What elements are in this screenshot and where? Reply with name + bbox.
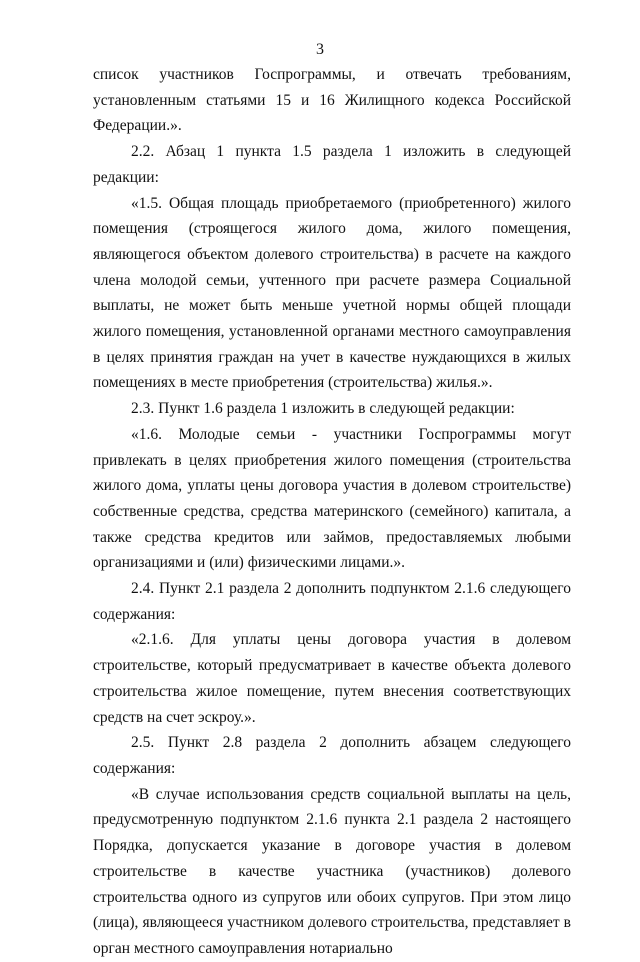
- paragraph-clause-1-5: «1.5. Общая площадь приобретаемого (приобретенного) жилого помещения (строящегося жилого дома, жилого помещения, являющегося объектом долевого строительства) в расчете на каждого члена молодой семьи, учтенного при расчете размера Социальной выплаты, не может быть меньше учетной нормы общей площади жилого помещения, установленной органами местного самоуправления в целях принятия граждан на учет в качестве нуждающихся в жилых помещениях в месте приобретения (строительства) жилья.».: [93, 194, 571, 392]
- paragraph-amendment-2-4: 2.4. Пункт 2.1 раздела 2 дополнить подпунктом 2.1.6 следующего содержания:: [93, 580, 571, 623]
- document-body: [93, 62, 571, 962]
- paragraph-clause-2-8-addition: «В случае использования средств социальной выплаты на цель, предусмотренную подпунктом 2.1.6 пункта 2.1 раздела 2 настоящего Порядка, допускается указание в договоре участия в долевом строительстве в качестве участника (участников) долевого строительства одного из супругов или обоих супругов. При этом лицо (лица), являющееся участником долевого строительства, представляет в орган местного самоуправления нотариально: [93, 785, 571, 957]
- paragraph-continuation: список участников Госпрограммы, и отвечать требованиям, установленным статьями 15 и 16 Жилищного кодекса Российской Федерации.».: [93, 66, 571, 135]
- paragraph-amendment-2-3: 2.3. Пункт 1.6 раздела 1 изложить в следующей редакции:: [131, 400, 515, 418]
- paragraph-clause-1-6: «1.6. Молодые семьи - участники Госпрограммы могут привлекать в целях приобретения жилого помещения (строительства жилого дома, уплаты цены договора участия в долевом строительстве) собственные средства, средства материнского (семейного) капитала, а также средства кредитов или займов, предоставляемых любыми организациями и (или) физическими лицами.».: [93, 425, 571, 572]
- paragraph-amendment-2-5: 2.5. Пункт 2.8 раздела 2 дополнить абзацем следующего содержания:: [93, 734, 571, 777]
- page-number: 3: [316, 41, 324, 58]
- paragraph-clause-2-1-6: «2.1.6. Для уплаты цены договора участия в долевом строительстве, который предусматривает в качестве объекта долевого строительства жилое помещение, путем внесения соответствующих средств на счет эскроу.».: [93, 631, 571, 726]
- paragraph-amendment-2-2: 2.2. Абзац 1 пункта 1.5 раздела 1 изложить в следующей редакции:: [93, 143, 571, 186]
